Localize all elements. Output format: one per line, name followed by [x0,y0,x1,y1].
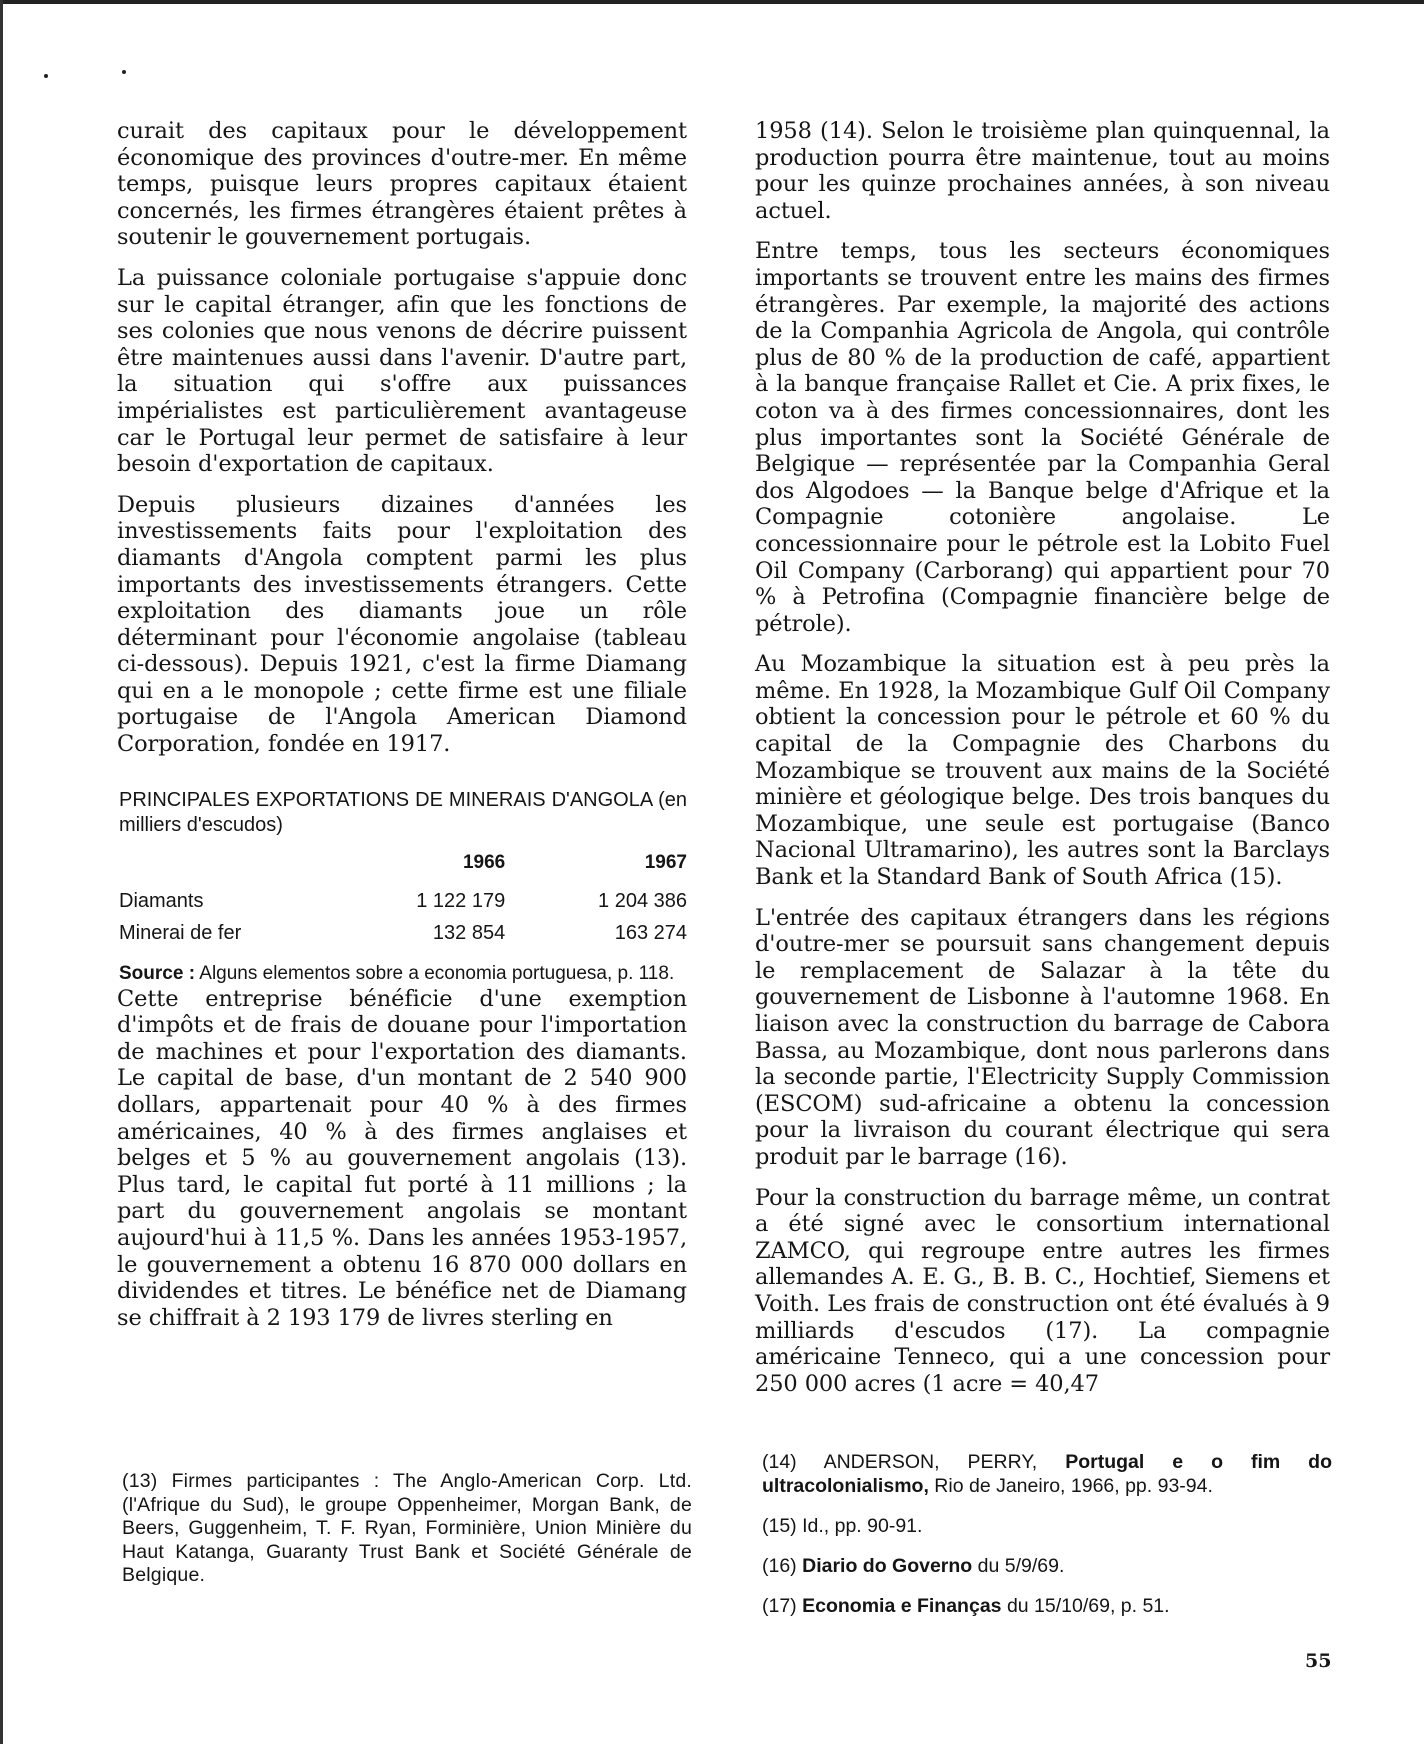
paragraph: Pour la construction du barrage même, un contrat a été signé avec le consortium international ZAMCO, qui regroupe entre autres les firmes allemandes A. E. G., B. B. C., Hochtief, Siemens et Voith. Les frais de construction ont été évalués à 9 milliards d'escudos (17). La compagnie américaine Tenneco, qui a une concession pour 250 000 acres (1 acre = 40,47 [755,1184,1330,1397]
cell-1967: 163 274 [614,922,687,945]
table-row [119,918,687,950]
footnote-13: (13) Firmes participantes : The Anglo-American Corp. Ltd. (l'Afrique du Sud), le groupe Oppenheimer, Morgan Bank, de Beers, Guggenheim, T. F. Ryan, Forminière, Union Minière du Haut Katanga, Guaranty Trust Bank et Société Générale de Belgique. [122,1470,692,1587]
footnote-17 [762,1594,1332,1618]
footnote-text: du 5/9/69. [977,1555,1065,1577]
footnote-15: (15) Id., pp. 90-91. [762,1515,923,1537]
scan-speck [44,74,48,78]
source-label: Source : [119,962,196,984]
paragraph: Au Mozambique la situation est à peu près la même. En 1928, la Mozambique Gulf Oil Company obtient la concession pour le pétrole et 60 % du capital de la Compagnie des Charbons du Mozambique se trouvent aux mains de la Société minière et géologique belge. Des trois banques du Mozambique, une seule est portugaise (Banco Nacional Ultramarino), les autres sont la Barclays Bank et la Standard Bank of South Africa (15). [755,651,1330,891]
paragraph: 1958 (14). Selon le troisième plan quinquennal, la production pourra être maintenue, tout au moins pour les quinze prochaines années, à son niveau actuel. [755,118,1330,224]
footnote-title: Portugal e o fim do ultracolonialismo, [762,1451,1333,1497]
row-label: Minerai de fer [119,922,242,945]
page-left-border [0,0,3,1744]
page-number: 55 [1305,1650,1332,1672]
footnote-text: du 15/10/69, p. 51. [1006,1595,1170,1617]
column-header-1967: 1967 [644,851,687,873]
paragraph: Entre temps, tous les secteurs économiques importants se trouvent entre les mains des firmes étrangères. Par exemple, la majorité des actions de la Companhia Agricola de Angola, qui contrôle plus de 80 % de la production de café, appartient à la banque française Rallet et Cie. A prix fixes, le coton va à des firmes concessionnaires, dont les plus importantes sont la Société Générale de Belgique — représentée par la Companhia Geral dos Algodoes — la Banque belge d'Afrique et la Compagnie cotonière angolaise. Le concessionnaire pour le pétrole est la Lobito Fuel Oil Company (Carborang) qui appartient pour 70 % à Petrofina (Compagnie financière belge de pétrole). [755,238,1330,637]
left-column [117,118,687,1345]
cell-1966: 1 122 179 [416,890,506,913]
table-header-row [119,852,687,886]
footnote-title: Economia e Finanças [802,1595,1002,1617]
footnote-16 [762,1554,1332,1578]
table-grid [119,852,687,950]
right-column [755,118,1330,1411]
paragraph: Depuis plusieurs dizaines d'années les investissements faits pour l'exploitation des diamants d'Angola comptent parmi les plus importants des investissements étrangers. Cette exploitation des diamants joue un rôle déterminant pour l'économie angolaise (tableau ci-dessous). Depuis 1921, c'est la firme Diamang qui en a le monopole ; cette firme est une filiale portugaise de l'Angola American Diamond Corporation, fondée en 1917. [117,491,687,758]
page-top-border [0,0,1424,4]
footnotes-right [762,1450,1332,1634]
source-text: Alguns elementos sobre a economia portuguesa, p. 118. [199,962,675,984]
footnote-14 [762,1450,1332,1498]
footnote-ref: (17) [762,1595,797,1617]
exports-table [119,788,687,986]
row-label: Diamants [119,890,204,913]
paragraph: curait des capitaux pour le développement économique des provinces d'outre-mer. En même temps, puisque leurs propres capitaux étaient concernés, les firmes étrangères étaient prêtes à soutenir le gouvernement portugais. [117,118,687,251]
table-row [119,886,687,918]
footnote-ref: (16) [762,1555,797,1577]
cell-1967: 1 204 386 [598,890,687,913]
scan-speck [122,70,126,74]
cell-1966: 132 854 [432,922,506,945]
footnote-text: Rio de Janeiro, 1966, pp. 93-94. [934,1475,1213,1497]
paragraph: L'entrée des capitaux étrangers dans les régions d'outre-mer se poursuit sans changement depuis le remplacement de Salazar à la tête du gouvernement de Lisbonne à l'automne 1968. En liaison avec la construction du barrage de Cabora Bassa, au Mozambique, dont nous parlerons dans la seconde partie, l'Electricity Supply Commission (ESCOM) sud-africaine a obtenu la concession pour la livraison du courant électrique qui sera produit par le barrage (16). [755,904,1330,1170]
table-source [119,962,687,986]
column-header-1966: 1966 [462,851,506,873]
paragraph: Cette entreprise bénéficie d'une exemption d'impôts et de frais de douane pour l'importation de machines et pour l'exportation des diamants. Le capital de base, d'un montant de 2 540 900 dollars, appartenait pour 40 % à des firmes américaines, 40 % à des firmes anglaises et belges et 5 % au gouvernement angolais (13). Plus tard, le capital fut porté à 11 millions ; la part du gouvernement angolais se montant aujourd'hui à 11,5 %. Dans les années 1953-1957, le gouvernement a obtenu 16 870 000 dollars en dividendes et titres. Le bénéfice net de Diamang se chiffrait à 2 193 179 de livres sterling en [117,985,687,1331]
table-title: PRINCIPALES EXPORTATIONS DE MINERAIS D'ANGOLA (en milliers d'escudos) [119,788,687,836]
footnote-title: Diario do Governo [802,1555,973,1577]
footnote-ref: (14) ANDERSON, PERRY, [762,1451,1038,1473]
paragraph: La puissance coloniale portugaise s'appuie donc sur le capital étranger, afin que les fonctions de ses colonies que nous venons de décrire puissent être maintenues aussi dans l'avenir. D'autre part, la situation qui s'offre aux puissances impérialistes est particulièrement avantageuse car le Portugal leur permet de satisfaire à leur besoin d'exportation de capitaux. [117,264,687,478]
